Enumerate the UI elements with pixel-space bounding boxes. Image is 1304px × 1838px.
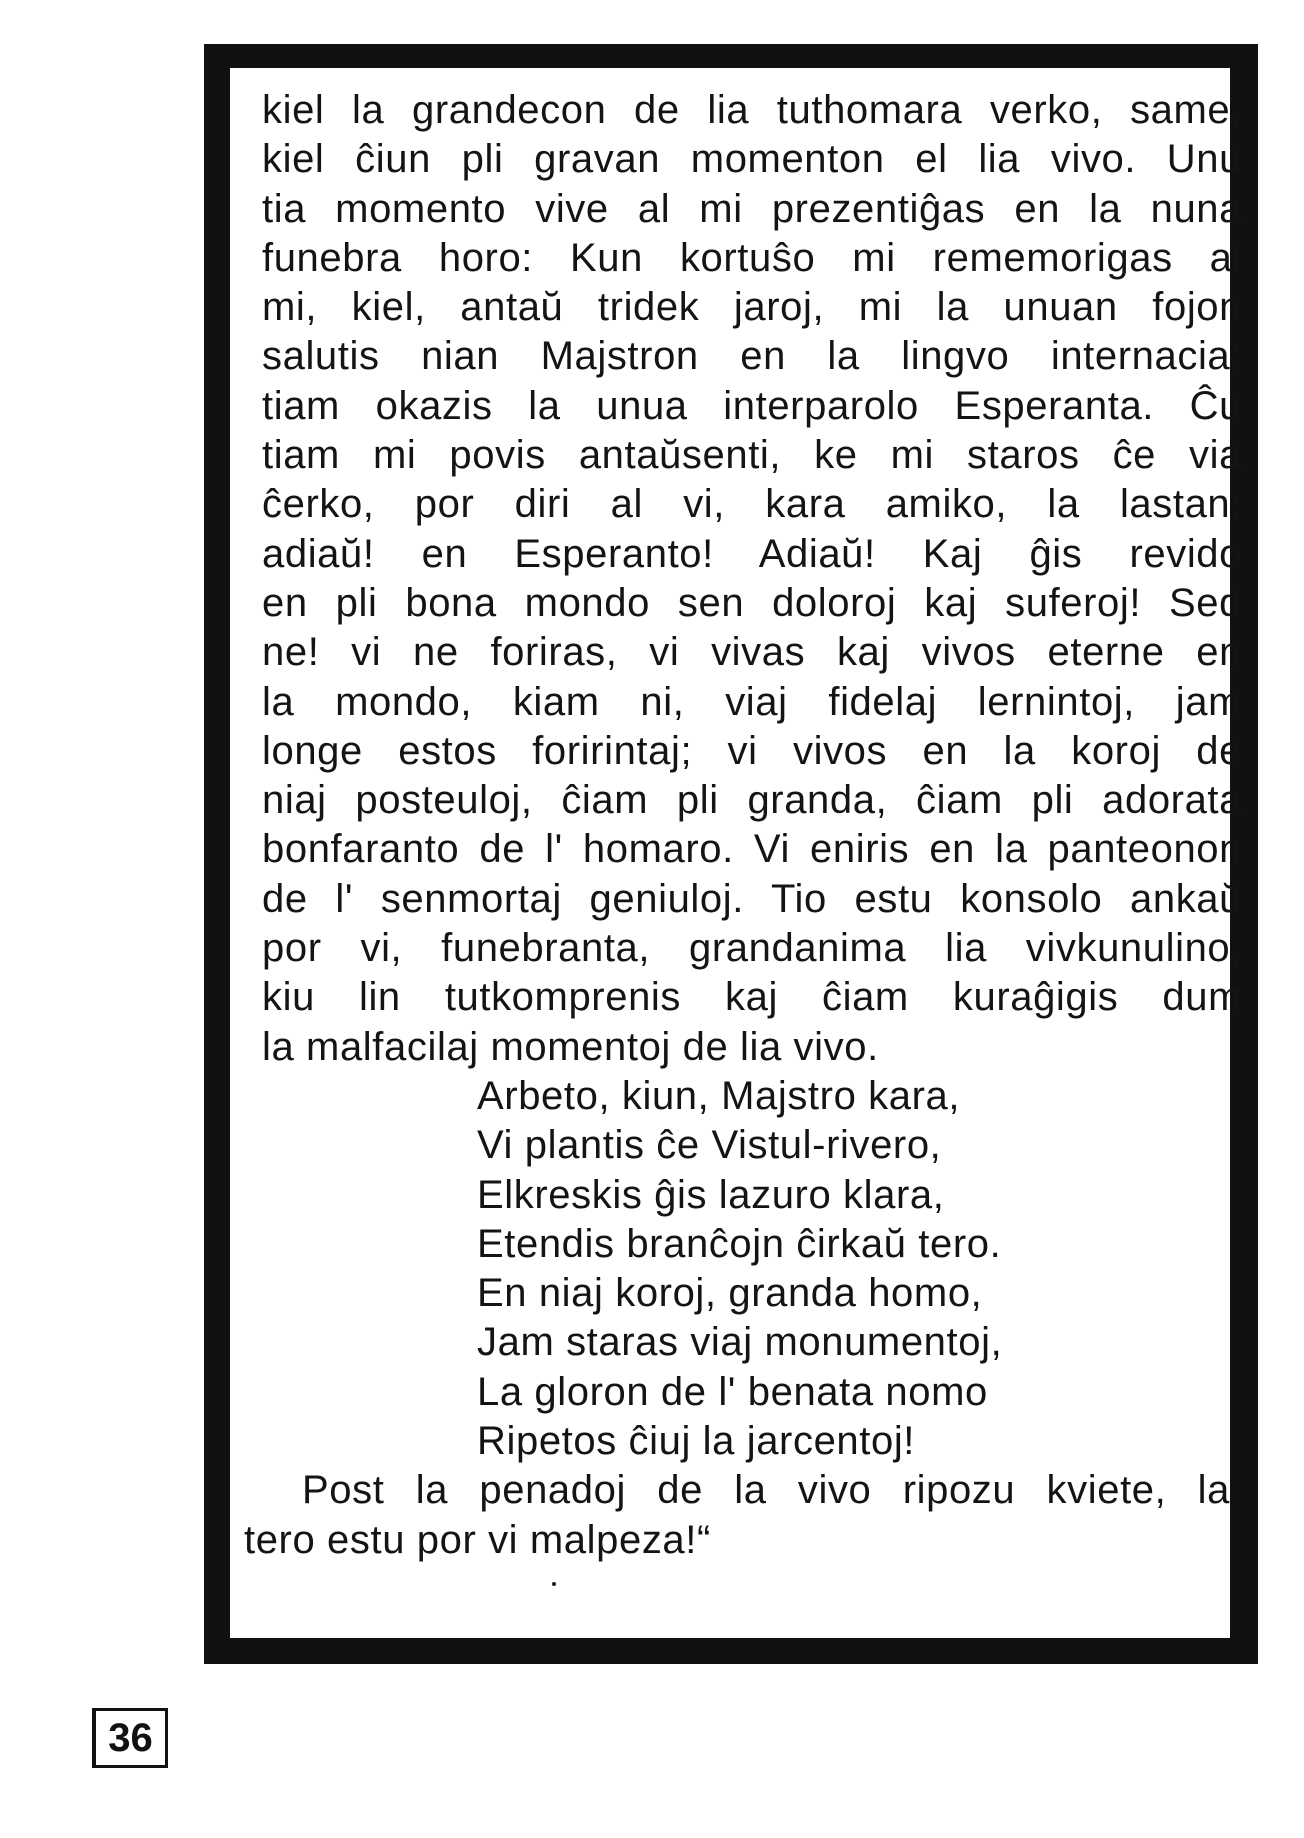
verse-line: Ripetos ĉiuj la jarcentoj!	[477, 1419, 916, 1464]
text-line: mi, kiel, antaŭ tridek jaroj, mi la unuan fojon	[262, 285, 1242, 330]
text-line: tiam okazis la unua interparolo Esperanta. Ĉu	[262, 383, 1242, 428]
text-line: ĉerko, por diri al vi, kara amiko, la lastan:	[262, 482, 1242, 527]
verse-line: Vi plantis ĉe Vistul-rivero,	[477, 1123, 942, 1168]
text-line: funebra horo: Kun kortuŝo mi rememorigas al	[262, 235, 1242, 280]
closing-line: tero estu por vi malpeza!“	[244, 1517, 711, 1562]
text-line: ne! vi ne foriras, vi vivas kaj vivos eterne en	[262, 630, 1242, 675]
text-line: tia momento vive al mi prezentiĝas en la nuna	[262, 186, 1242, 231]
verse-line: En niaj koroj, granda homo,	[477, 1271, 983, 1316]
text-line: salutis nian Majstron en la lingvo internacia:	[262, 334, 1242, 379]
verse-line: Arbeto, kiun, Majstro kara,	[477, 1073, 961, 1118]
verse-line: Etendis branĉojn ĉirkaŭ tero.	[477, 1221, 1002, 1266]
text-line: kiu lin tutkomprenis kaj ĉiam kuraĝigis dum	[262, 975, 1242, 1020]
eulogy-text	[244, 86, 1242, 1565]
verse-line: Jam staras viaj monumentoj,	[477, 1320, 1003, 1365]
text-line: bonfaranto de l' homaro. Vi eniris en la panteonon	[262, 827, 1242, 872]
text-line: longe estos foririntaj; vi vivos en la koroj de	[262, 728, 1242, 773]
verse-line: Elkreskis ĝis lazuro klara,	[477, 1172, 945, 1217]
poem-verse	[262, 1072, 1242, 1466]
text-line: por vi, funebranta, grandanima lia vivkunulino,	[262, 926, 1242, 971]
text-line: tiam mi povis antaŭsenti, ke mi staros ĉe via	[262, 433, 1242, 478]
text-line: niaj posteuloj, ĉiam pli granda, ĉiam pli adorata	[262, 778, 1242, 823]
text-line: de l' senmortaj geniuloj. Tio estu konsolo ankaŭ	[262, 876, 1242, 921]
text-line: kiel ĉiun pli gravan momenton el lia vivo. Unu	[262, 137, 1242, 182]
text-line: en pli bona mondo sen doloroj kaj suferoj! Sed	[262, 580, 1242, 625]
text-line: la malfacilaj momentoj de lia vivo.	[262, 1024, 879, 1069]
text-line: adiaŭ! en Esperanto! Adiaŭ! Kaj ĝis revido	[262, 531, 1242, 576]
page-number: 36	[108, 1715, 153, 1760]
closing-line: Post la penadoj de la vivo ripozu kviete, la	[302, 1468, 1230, 1513]
text-line: la mondo, kiam ni, viaj fidelaj lernintoj, jam	[262, 679, 1242, 724]
page-number-box	[92, 1708, 168, 1768]
print-speck	[552, 1582, 556, 1586]
verse-line: La gloron de l' benata nomo	[477, 1369, 988, 1414]
text-line: kiel la grandecon de lia tuthomara verko, same,	[262, 88, 1242, 132]
